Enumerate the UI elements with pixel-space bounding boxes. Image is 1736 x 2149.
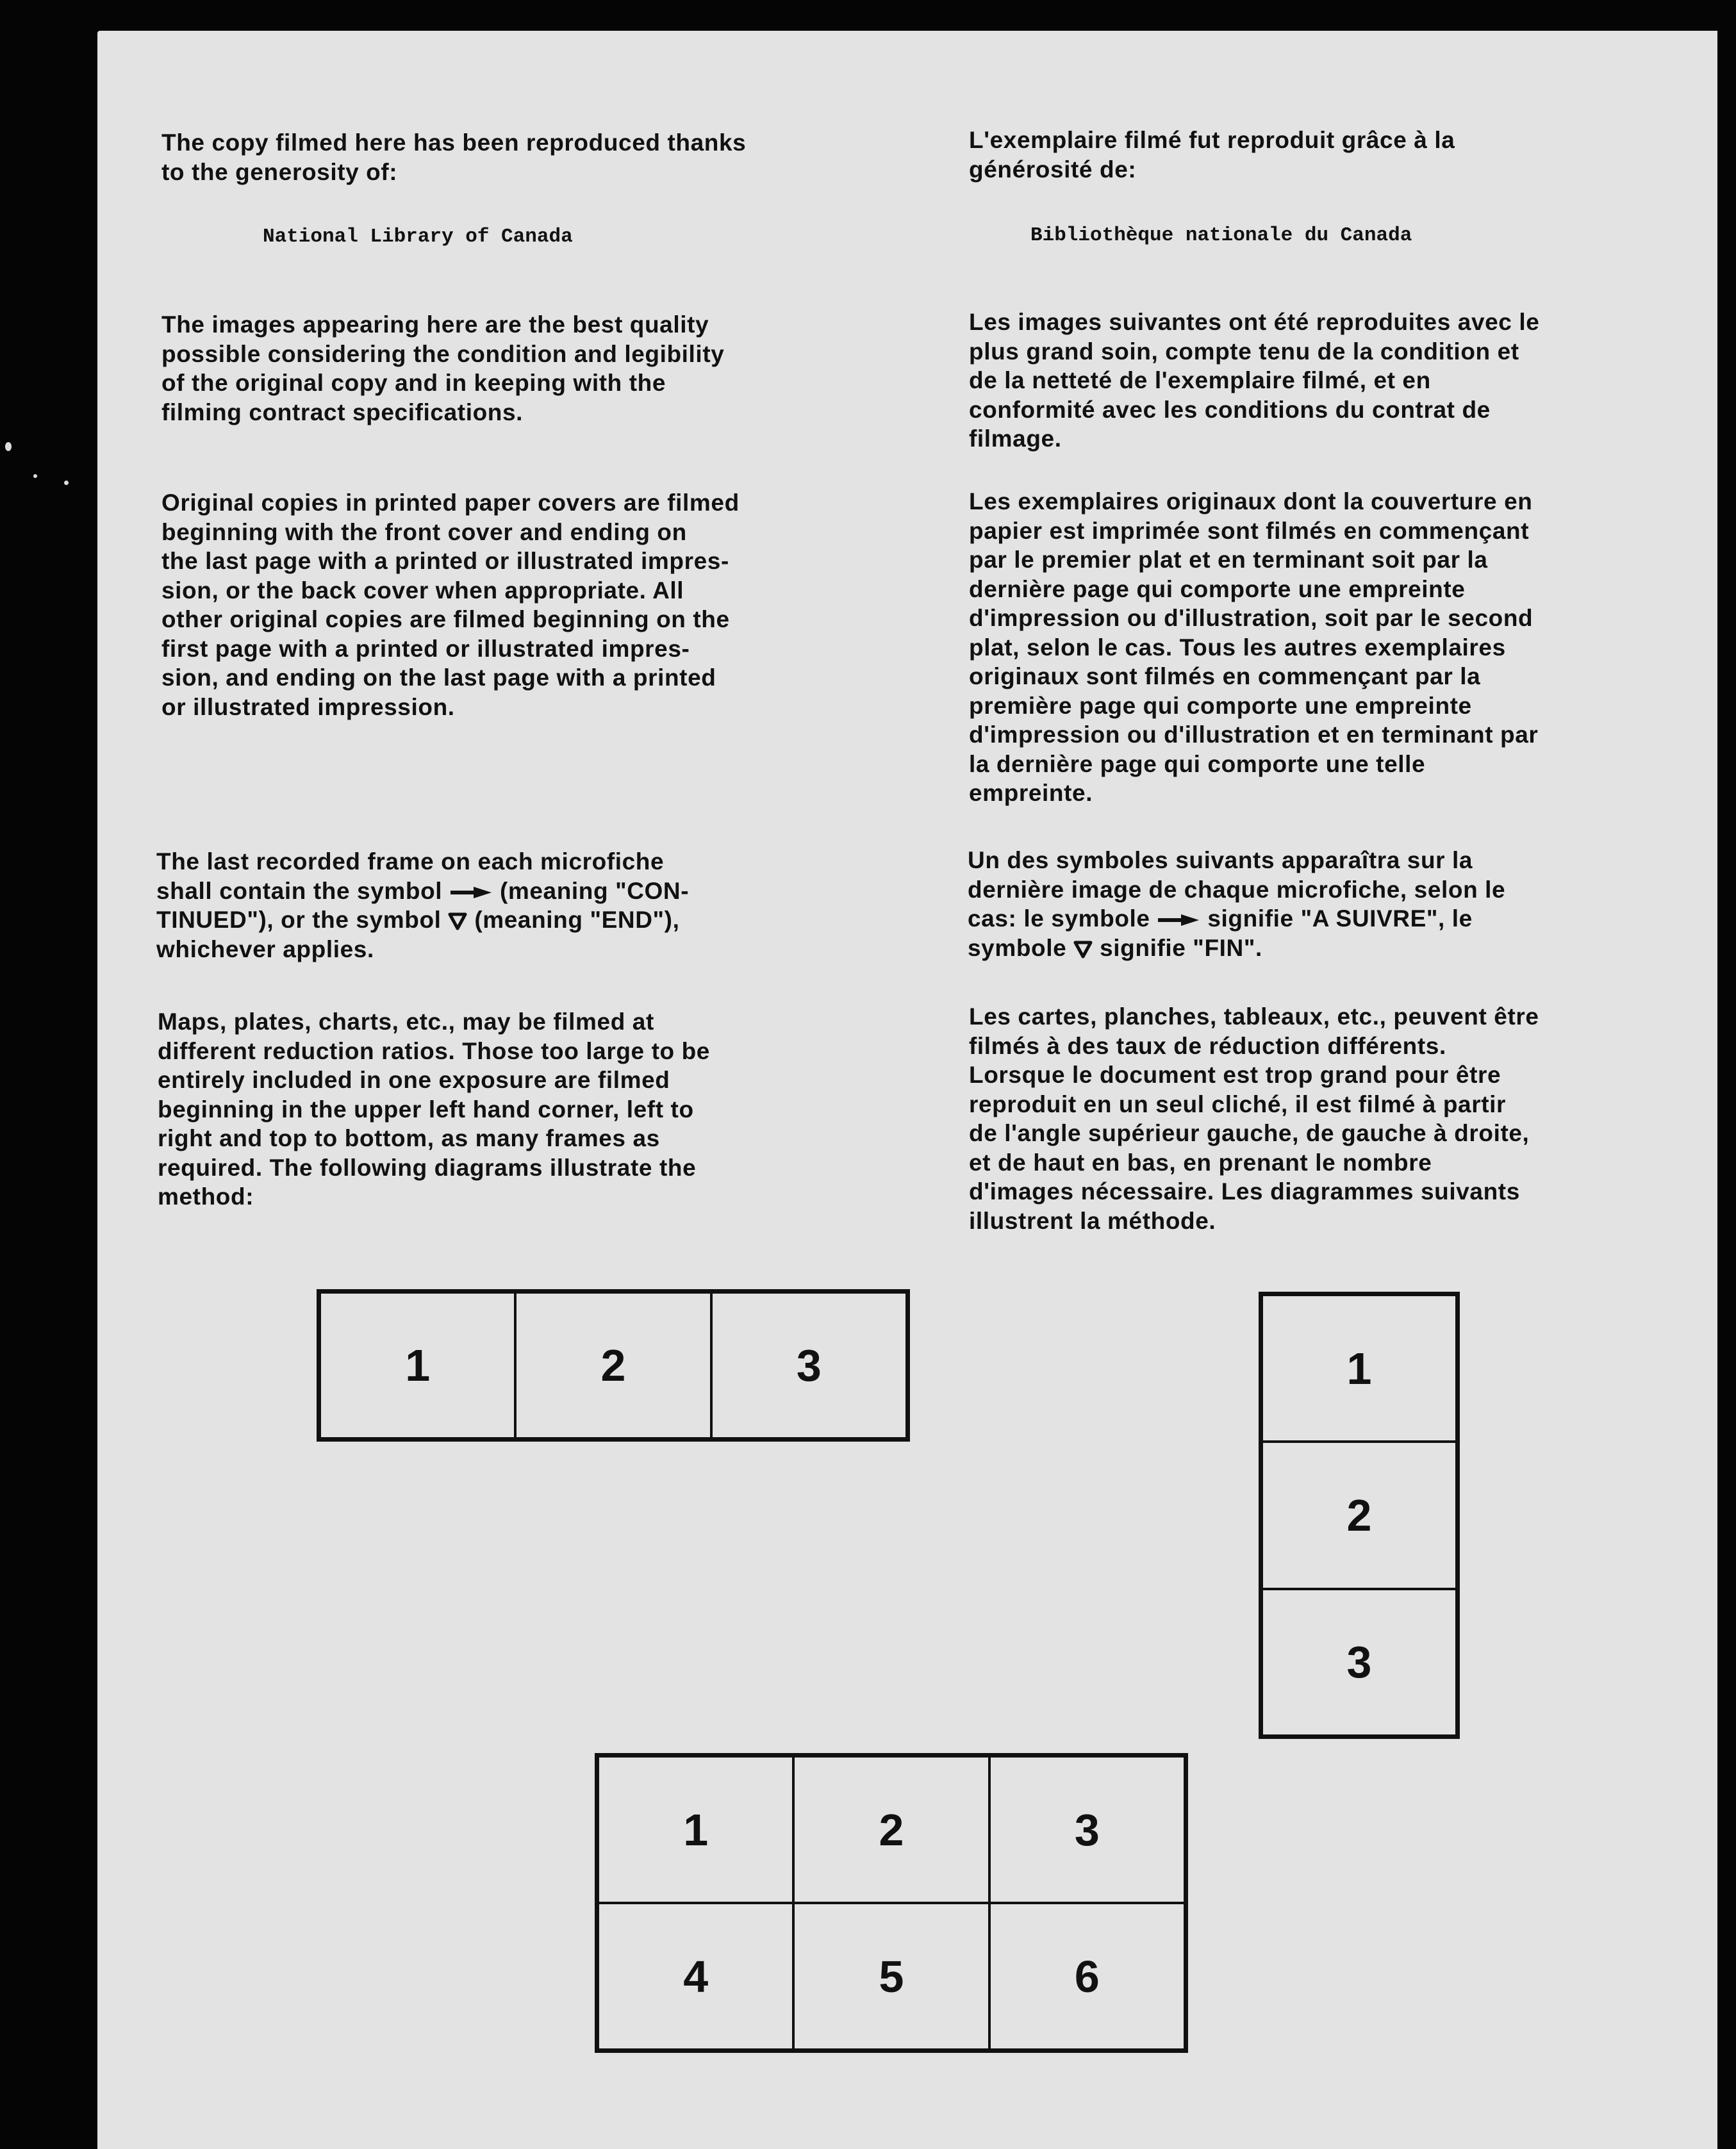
- frame-cell: 1: [320, 1292, 515, 1438]
- frame-cell: 1: [1262, 1295, 1457, 1442]
- scan-speck: [33, 474, 37, 478]
- scan-speck: [64, 481, 69, 485]
- en-symbols-text-c: (meaning "END"), whichever applies.: [156, 907, 680, 962]
- frame-cell: 4: [598, 1903, 793, 2050]
- en-intro: The copy filmed here has been reproduced thanks to the generosity of:: [161, 129, 747, 185]
- fr-intro: L'exemplaire filmé fut reproduit grâce à la générosité de:: [969, 127, 1455, 183]
- scan-speck: [5, 442, 12, 451]
- diagram-grid: [595, 1753, 1188, 2053]
- fr-symbols-text-c: signifie "FIN".: [1100, 934, 1262, 961]
- frame-cell: 5: [793, 1903, 989, 2050]
- fr-maps-paragraph: Les cartes, planches, tableaux, etc., peuvent être filmés à des taux de réduction différents. Lorsque le document est trop grand pour être reproduit en un seul cliché, il est filmé à partir de l'angle supérieur gauche, de gauche à droite, et de haut en bas, en prenant le nombre d'images nécessaire. Les diagrammes suivants illustrent la méthode.: [969, 1003, 1539, 1234]
- fr-symbols-text-a: Un des symboles suivants apparaîtra sur la dernière image de chaque microfiche, selon le cas: le symbole: [968, 847, 1506, 932]
- en-quality-paragraph: The images appearing here are the best quality possible considering the condition and legibility of the original copy and in keeping with the filming contract specifications.: [161, 311, 725, 425]
- fr-institution: Bibliothèque nationale du Canada: [1030, 224, 1412, 247]
- triangle-down-icon: [1073, 941, 1093, 959]
- frame-cell: 2: [793, 1756, 989, 1903]
- frame-cell: 2: [1262, 1442, 1457, 1588]
- fr-symbols-paragraph: [968, 846, 1505, 962]
- en-symbols-paragraph: [156, 847, 689, 964]
- en-symbols-text-b: (meaning "CON- TINUED"), or the symbol: [156, 877, 690, 933]
- diagram-vertical: [1259, 1292, 1460, 1739]
- arrow-icon: [1157, 913, 1200, 927]
- triangle-down-icon: [448, 912, 467, 930]
- en-institution: National Library of Canada: [263, 226, 573, 248]
- fr-originals-paragraph: Les exemplaires originaux dont la couverture en papier est imprimée sont filmés en commençant par le premier plat et en terminant soit par la dernière page qui comporte une empreinte d'impression ou d'illustration, soit par le second plat, selon le cas. Tous les autres exemplaires originaux sont filmés en commençant par la première page qui comporte une empreinte d'impression ou d'illustration et en terminant par la dernière page qui comporte une telle empreinte.: [969, 488, 1539, 806]
- frame-cell: 1: [598, 1756, 793, 1903]
- fr-quality-paragraph: Les images suivantes ont été reproduites avec le plus grand soin, compte tenu de la condition et de la netteté de l'exemplaire filmé, et en conformité avec les conditions du contrat de filmage.: [969, 309, 1540, 452]
- arrow-icon: [449, 885, 493, 900]
- frame-cell: 3: [711, 1292, 907, 1438]
- frame-cell: 3: [989, 1756, 1185, 1903]
- frame-cell: 6: [989, 1903, 1185, 2050]
- fr-symbols-text-b: signifie "A SUIVRE", le symbole: [968, 905, 1473, 961]
- frame-cell: 3: [1262, 1589, 1457, 1736]
- filming-notice-page: [97, 31, 1717, 2149]
- en-symbols-text-a: The last recorded frame on each microfiche shall contain the symbol: [156, 848, 665, 904]
- en-originals-paragraph: Original copies in printed paper covers are filmed beginning with the front cover and ending on the last page with a printed or illustrated impres- sion, or the back cover when appropriate. All other original copies are filmed beginning on the first page with a printed or illustrated impres- sion, and ending on the last page with a printed or illustrated impression.: [161, 490, 740, 720]
- diagram-horizontal: [317, 1289, 910, 1442]
- frame-cell: 2: [515, 1292, 711, 1438]
- en-maps-paragraph: Maps, plates, charts, etc., may be filmed at different reduction ratios. Those too large to be entirely included in one exposure are filmed beginning in the upper left hand corner, left to right and top to bottom, as many frames as required. The following diagrams illustrate the method:: [158, 1009, 710, 1210]
